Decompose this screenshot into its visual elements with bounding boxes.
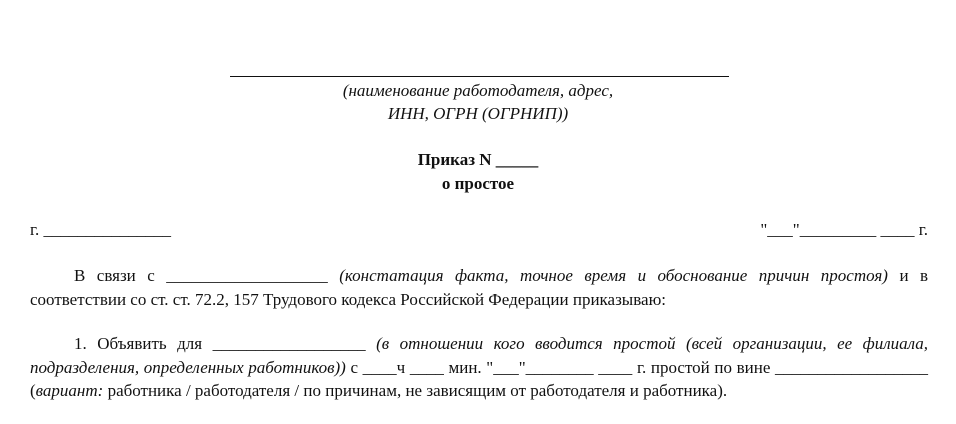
paragraph-item-1 [30, 332, 928, 403]
item1-hint: (в отношении кого вводится простой (всей организации, ее филиала, подразделения, определенных работников)) [30, 334, 929, 377]
city-field: г. _______________ [30, 220, 172, 239]
employer-name-line [230, 76, 729, 77]
paragraph-reason [30, 264, 928, 311]
reason-hint: (констатация факта, точное время и обоснование причин простоя) [339, 266, 888, 285]
reason-text: и в соответствии со ст. ст. 72.2, 157 Трудового кодекса Российской Федерации приказываю: [30, 266, 929, 309]
item1-variant-text: работника / работодателя / по причинам, не зависящим от работодателя и работника). [107, 381, 728, 400]
item1-variant-open: ( [30, 381, 36, 400]
reason-lead: В связи с ___________________ [74, 266, 328, 285]
date-field: "___"_________ ____ г. [760, 220, 928, 239]
item1-variant-label: вариант: [35, 381, 104, 400]
employer-hint-line1: (наименование работодателя, адрес, [342, 81, 614, 100]
item1-lead: 1. Объявить для __________________ [74, 334, 366, 353]
item1-time: с ____ч ____ мин. "___"________ ____ г. простой по вине __________________ [350, 357, 928, 377]
order-title: Приказ N _____ [417, 150, 539, 169]
employer-hint-line2: ИНН, ОГРН (ОГРНИП)) [387, 104, 569, 123]
order-subject: о простое [441, 174, 515, 193]
